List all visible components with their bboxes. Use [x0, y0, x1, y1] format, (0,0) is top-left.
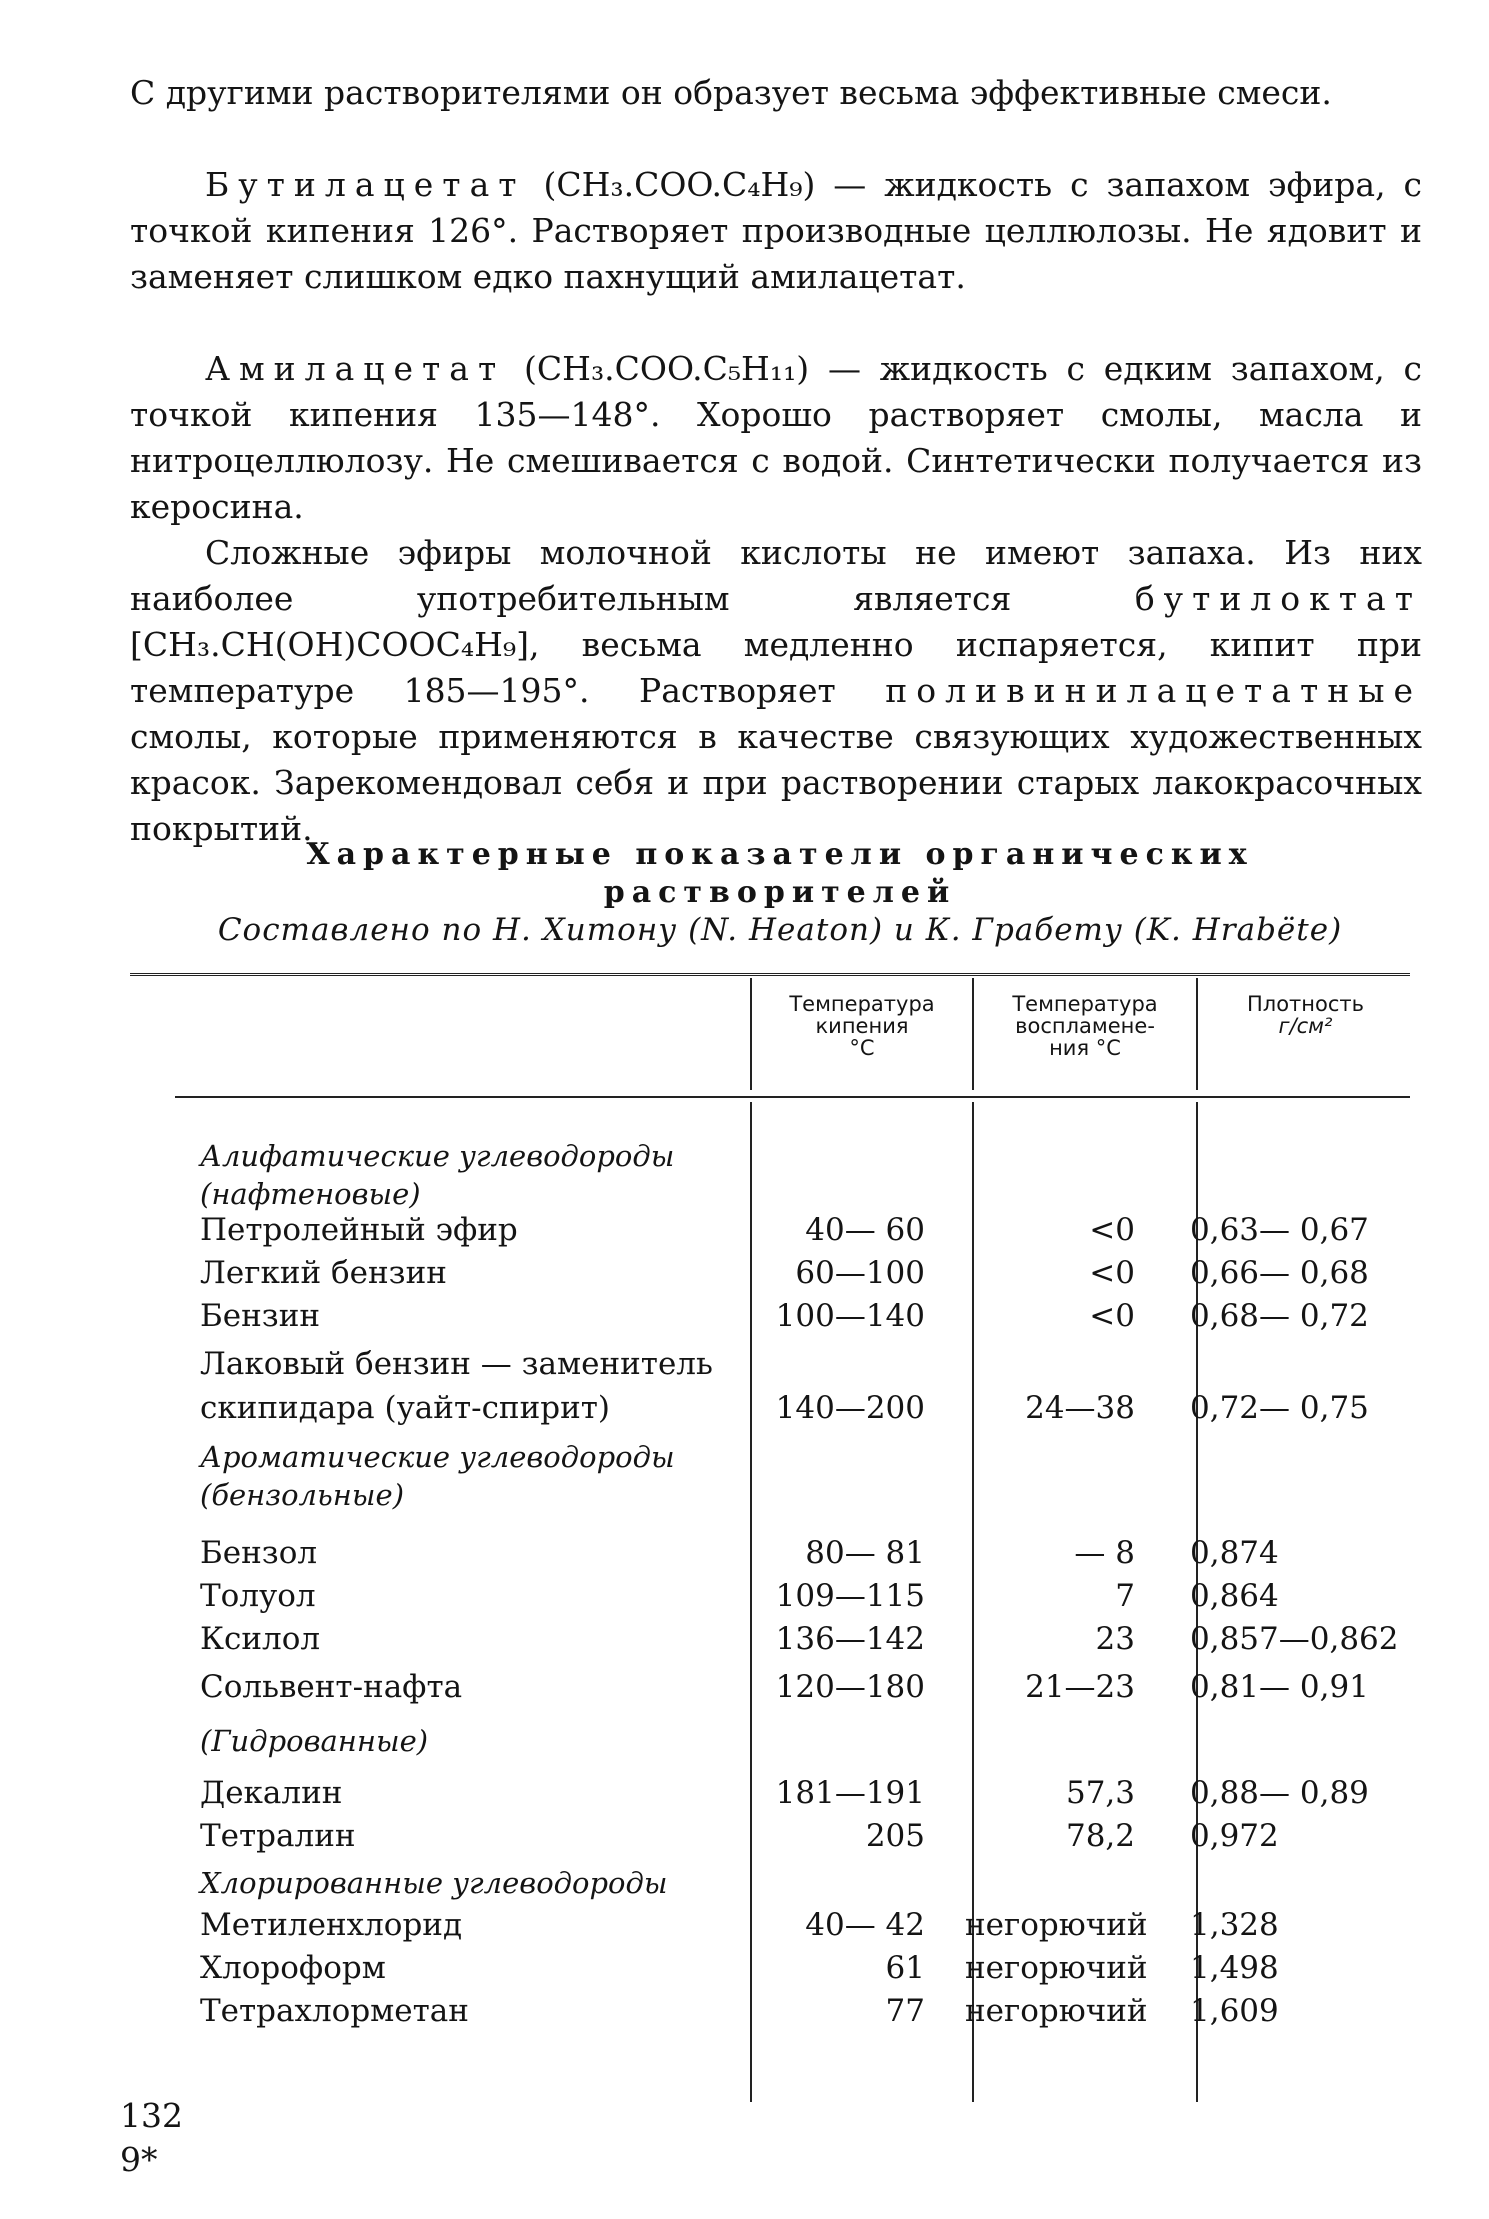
- header-flash-line1: Температура: [1012, 992, 1158, 1016]
- row-flash: 23: [1095, 1621, 1135, 1657]
- row-boiling: 100—140: [775, 1298, 925, 1334]
- row-boiling: 60—100: [795, 1255, 925, 1291]
- header-flash-point: [974, 993, 1196, 1059]
- table-row: [0, 1669, 1489, 1709]
- row-name: Бензол: [200, 1535, 318, 1571]
- category-aromatic-line1: Ароматические углеводороды: [200, 1440, 675, 1474]
- row-density: 1,498: [1190, 1950, 1279, 1986]
- row-name: Сольвент-нафта: [200, 1669, 463, 1705]
- category-aliphatic-line2: (нафтеновые): [200, 1177, 421, 1211]
- table-title-line2: растворителей: [603, 875, 957, 910]
- page-number: 132: [120, 2096, 183, 2135]
- row-density: 0,88— 0,89: [1190, 1775, 1369, 1811]
- table-row: [0, 1346, 1489, 1386]
- table-row: [0, 1212, 1489, 1252]
- table-title: [150, 836, 1410, 912]
- table-row: [0, 1255, 1489, 1295]
- row-name: Ксилол: [200, 1621, 321, 1657]
- row-flash: 21—23: [1025, 1669, 1135, 1705]
- table-row: [0, 1578, 1489, 1618]
- row-boiling: 77: [885, 1993, 925, 2029]
- term-butyl-lactate: бутилоктат: [1134, 579, 1422, 618]
- header-boiling-line3: °C: [849, 1036, 875, 1060]
- row-density: 0,66— 0,68: [1190, 1255, 1369, 1291]
- term-polyvinyl-acetate: поливинилацетатные: [885, 671, 1422, 710]
- row-boiling: 205: [865, 1818, 925, 1854]
- signature-mark: 9*: [120, 2140, 158, 2179]
- table-row: [0, 1993, 1489, 2033]
- row-flash: негорючий: [965, 1907, 1148, 1943]
- row-density: 0,874: [1190, 1535, 1279, 1571]
- row-name: Метиленхлорид: [200, 1907, 463, 1943]
- paragraph-lactic-esters: [130, 530, 1422, 852]
- row-flash: негорючий: [965, 1950, 1148, 1986]
- row-flash: <0: [1089, 1255, 1135, 1291]
- table-row: [0, 1535, 1489, 1575]
- table-subtitle: Составлено по Н. Хитону (N. Heaton) и К. Грабету (K. Hrabëte): [217, 912, 1343, 948]
- row-boiling: 40— 42: [805, 1907, 925, 1943]
- category-aromatic: [200, 1438, 740, 1514]
- paragraph-lactic-pre: Сложные эфиры молочной кислоты не имеют запаха. Из них наиболее употребительным является: [130, 533, 1422, 618]
- header-flash-line3: ния °C: [1049, 1036, 1121, 1060]
- paragraph-butyl-acetate-text: (CH₃.COO.C₄H₉) — жидкость с запахом эфира, с точкой кипения 126°. Растворяет производные целлюлозы. Не ядовит и заменяет слишком едко пахнущий амилацетат.: [130, 165, 1422, 296]
- row-name: Тетралин: [200, 1818, 356, 1854]
- row-flash: <0: [1089, 1298, 1135, 1334]
- header-boiling-line2: кипения: [815, 1014, 909, 1038]
- row-name: Лаковый бензин — заменитель: [200, 1346, 713, 1382]
- table-title-line1: Характерные показатели органических: [306, 837, 1254, 872]
- row-boiling: 120—180: [775, 1669, 925, 1705]
- term-butyl-acetate: Бутилацетат: [205, 165, 526, 204]
- table-row: [0, 1950, 1489, 1990]
- category-aromatic-line2: (бензольные): [200, 1478, 405, 1512]
- row-name: Толуол: [200, 1578, 316, 1614]
- category-chlorinated: Хлорированные углеводороды: [200, 1866, 668, 1900]
- table-row: [0, 1818, 1489, 1858]
- header-density-line2: г/см²: [1278, 1014, 1333, 1038]
- row-boiling: 40— 60: [805, 1212, 925, 1248]
- paragraph-amyl-acetate: [130, 346, 1422, 530]
- row-flash: — 8: [1074, 1535, 1135, 1571]
- row-name: скипидара (уайт-спирит): [200, 1390, 611, 1426]
- category-aliphatic-line1: Алифатические углеводороды: [200, 1139, 675, 1173]
- row-boiling: 140—200: [775, 1390, 925, 1426]
- table-row: [0, 1298, 1489, 1338]
- row-boiling: 136—142: [775, 1621, 925, 1657]
- header-boiling-line1: Температура: [789, 992, 935, 1016]
- row-name: Петролейный эфир: [200, 1212, 518, 1248]
- table-row: [0, 1775, 1489, 1815]
- row-density: 1,328: [1190, 1907, 1279, 1943]
- row-density: 0,81— 0,91: [1190, 1669, 1369, 1705]
- paragraph-intro: С другими растворителями он образует весьма эффективные смеси.: [130, 73, 1332, 112]
- row-boiling: 80— 81: [805, 1535, 925, 1571]
- table-row: [0, 1907, 1489, 1947]
- table-row: [0, 1390, 1489, 1430]
- row-boiling: 61: [885, 1950, 925, 1986]
- row-name: Тетрахлорметан: [200, 1993, 469, 2029]
- row-name: Бензин: [200, 1298, 321, 1334]
- header-density-line1: Плотность: [1246, 992, 1365, 1016]
- term-amyl-acetate: Амилацетат: [205, 349, 506, 388]
- paragraph-butyl-acetate: [130, 162, 1422, 300]
- row-density: 1,609: [1190, 1993, 1279, 2029]
- row-flash: <0: [1089, 1212, 1135, 1248]
- row-density: 0,864: [1190, 1578, 1279, 1614]
- table-header-rule: [175, 1096, 1410, 1098]
- header-flash-line2: воспламене-: [1015, 1014, 1155, 1038]
- row-density: 0,68— 0,72: [1190, 1298, 1369, 1334]
- paragraph-amyl-acetate-text: (CH₃.COO.C₅H₁₁) — жидкость с едким запахом, с точкой кипения 135—148°. Хорошо растворяет смолы, масла и нитроцеллюлозу. Не смешивается с водой. Синтетически получается из керосина.: [130, 349, 1422, 526]
- paragraph-lactic-mid: [CH₃.CH(OH)COOC₄H₉], весьма медленно испаряется, кипит при температуре 185—195°. Растворяет: [130, 625, 1422, 710]
- row-name: Легкий бензин: [200, 1255, 447, 1291]
- category-aliphatic: [200, 1137, 740, 1213]
- table-row: [0, 1621, 1489, 1661]
- row-flash: 78,2: [1065, 1818, 1135, 1854]
- row-boiling: 181—191: [775, 1775, 925, 1811]
- paragraph-lactic-text: смолы, которые применяются в качестве связующих художественных красок. Зарекомендовал себя и при растворении старых лакокрасочных покрытий.: [130, 717, 1422, 848]
- row-flash: 24—38: [1025, 1390, 1135, 1426]
- row-name: Хлороформ: [200, 1950, 386, 1986]
- row-flash: 57,3: [1065, 1775, 1135, 1811]
- header-density: [1198, 993, 1413, 1037]
- row-density: 0,857—0,862: [1190, 1621, 1399, 1657]
- category-hydrogenated: (Гидрованные): [200, 1724, 429, 1758]
- row-flash: негорючий: [965, 1993, 1148, 2029]
- row-density: 0,63— 0,67: [1190, 1212, 1369, 1248]
- header-boiling-point: [752, 993, 972, 1059]
- row-density: 0,72— 0,75: [1190, 1390, 1369, 1426]
- row-density: 0,972: [1190, 1818, 1279, 1854]
- table-top-rule: [130, 973, 1410, 976]
- row-boiling: 109—115: [775, 1578, 925, 1614]
- row-name: Декалин: [200, 1775, 343, 1811]
- row-flash: 7: [1115, 1578, 1135, 1614]
